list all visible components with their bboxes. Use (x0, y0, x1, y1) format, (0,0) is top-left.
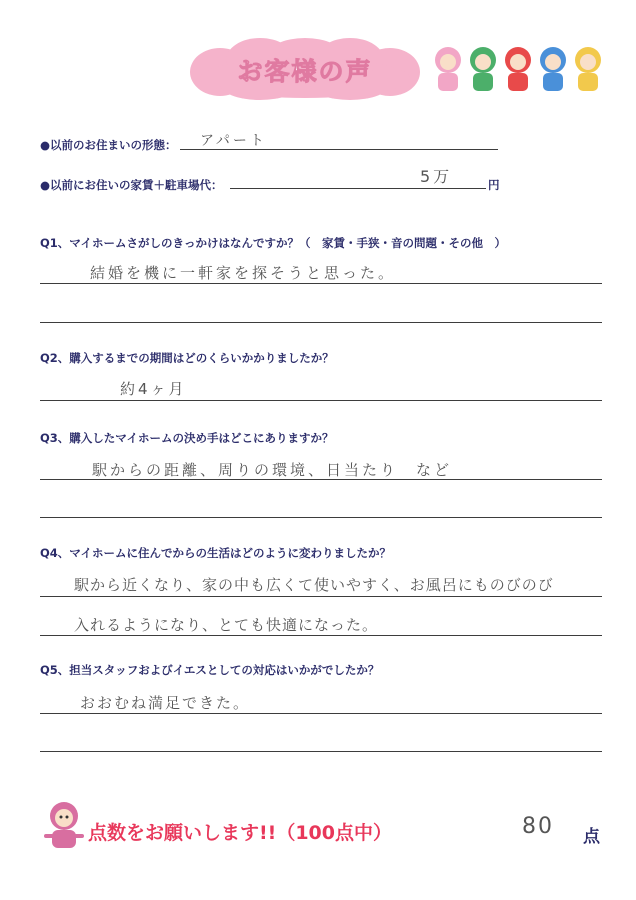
rent-line (230, 188, 486, 189)
page-title: お客様の声 (237, 57, 373, 86)
question-4-line-2 (40, 635, 602, 636)
question-5-answer: おおむね満足できた。 (80, 694, 251, 712)
question-3-answer: 駅からの距離、周りの環境、日当たり など (92, 461, 453, 479)
question-2-line (40, 400, 602, 401)
rent-unit: 円 (488, 178, 500, 192)
question-1-answer: 結婚を機に一軒家を探そうと思った。 (90, 264, 397, 282)
score-unit: 点 (583, 827, 600, 847)
question-2-answer: 約4ヶ月 (120, 380, 187, 398)
mascot-pink-icon (42, 800, 86, 852)
question-5-label: Q5、担当スタッフおよびイエスとしての対応はいかがでしたか？ (40, 663, 380, 677)
question-3-line-1 (40, 479, 602, 480)
question-1-label: Q1、マイホームさがしのきっかけはなんですか？（ 家賃・手狭・音の問題・その他 ） (40, 236, 507, 250)
question-5-line-1 (40, 713, 602, 714)
question-3-line-2 (40, 517, 602, 518)
question-5-line-2 (40, 751, 602, 752)
question-4-answer-1: 駅から近くなり、家の中も広くて使いやすく、お風呂にものびのび (74, 576, 554, 594)
question-3-label: Q3、購入したマイホームの決め手はどこにありますか？ (40, 431, 334, 445)
question-2-label: Q2、購入するまでの期間はどのくらいかかりましたか？ (40, 351, 334, 365)
rent-label: ●以前にお住いの家賃＋駐車場代： (40, 178, 223, 192)
rent-value: 5万 (420, 167, 453, 186)
question-1-line-2 (40, 322, 602, 323)
question-1-line-1 (40, 283, 602, 284)
mascot-characters-illustration (430, 40, 606, 98)
question-4-line-1 (40, 596, 602, 597)
housing-type-value: アパート (200, 133, 267, 149)
question-4-label: Q4、マイホームに住んでからの生活はどのように変わりましたか？ (40, 546, 392, 560)
housing-type-label: ●以前のお住まいの形態： (40, 138, 177, 152)
score-value: 80 (522, 814, 554, 839)
question-4-answer-2: 入れるようになり、とても快適になった。 (74, 616, 379, 634)
score-prompt: 点数をお願いします!!（100点中） (88, 822, 392, 844)
housing-type-line (180, 149, 498, 150)
